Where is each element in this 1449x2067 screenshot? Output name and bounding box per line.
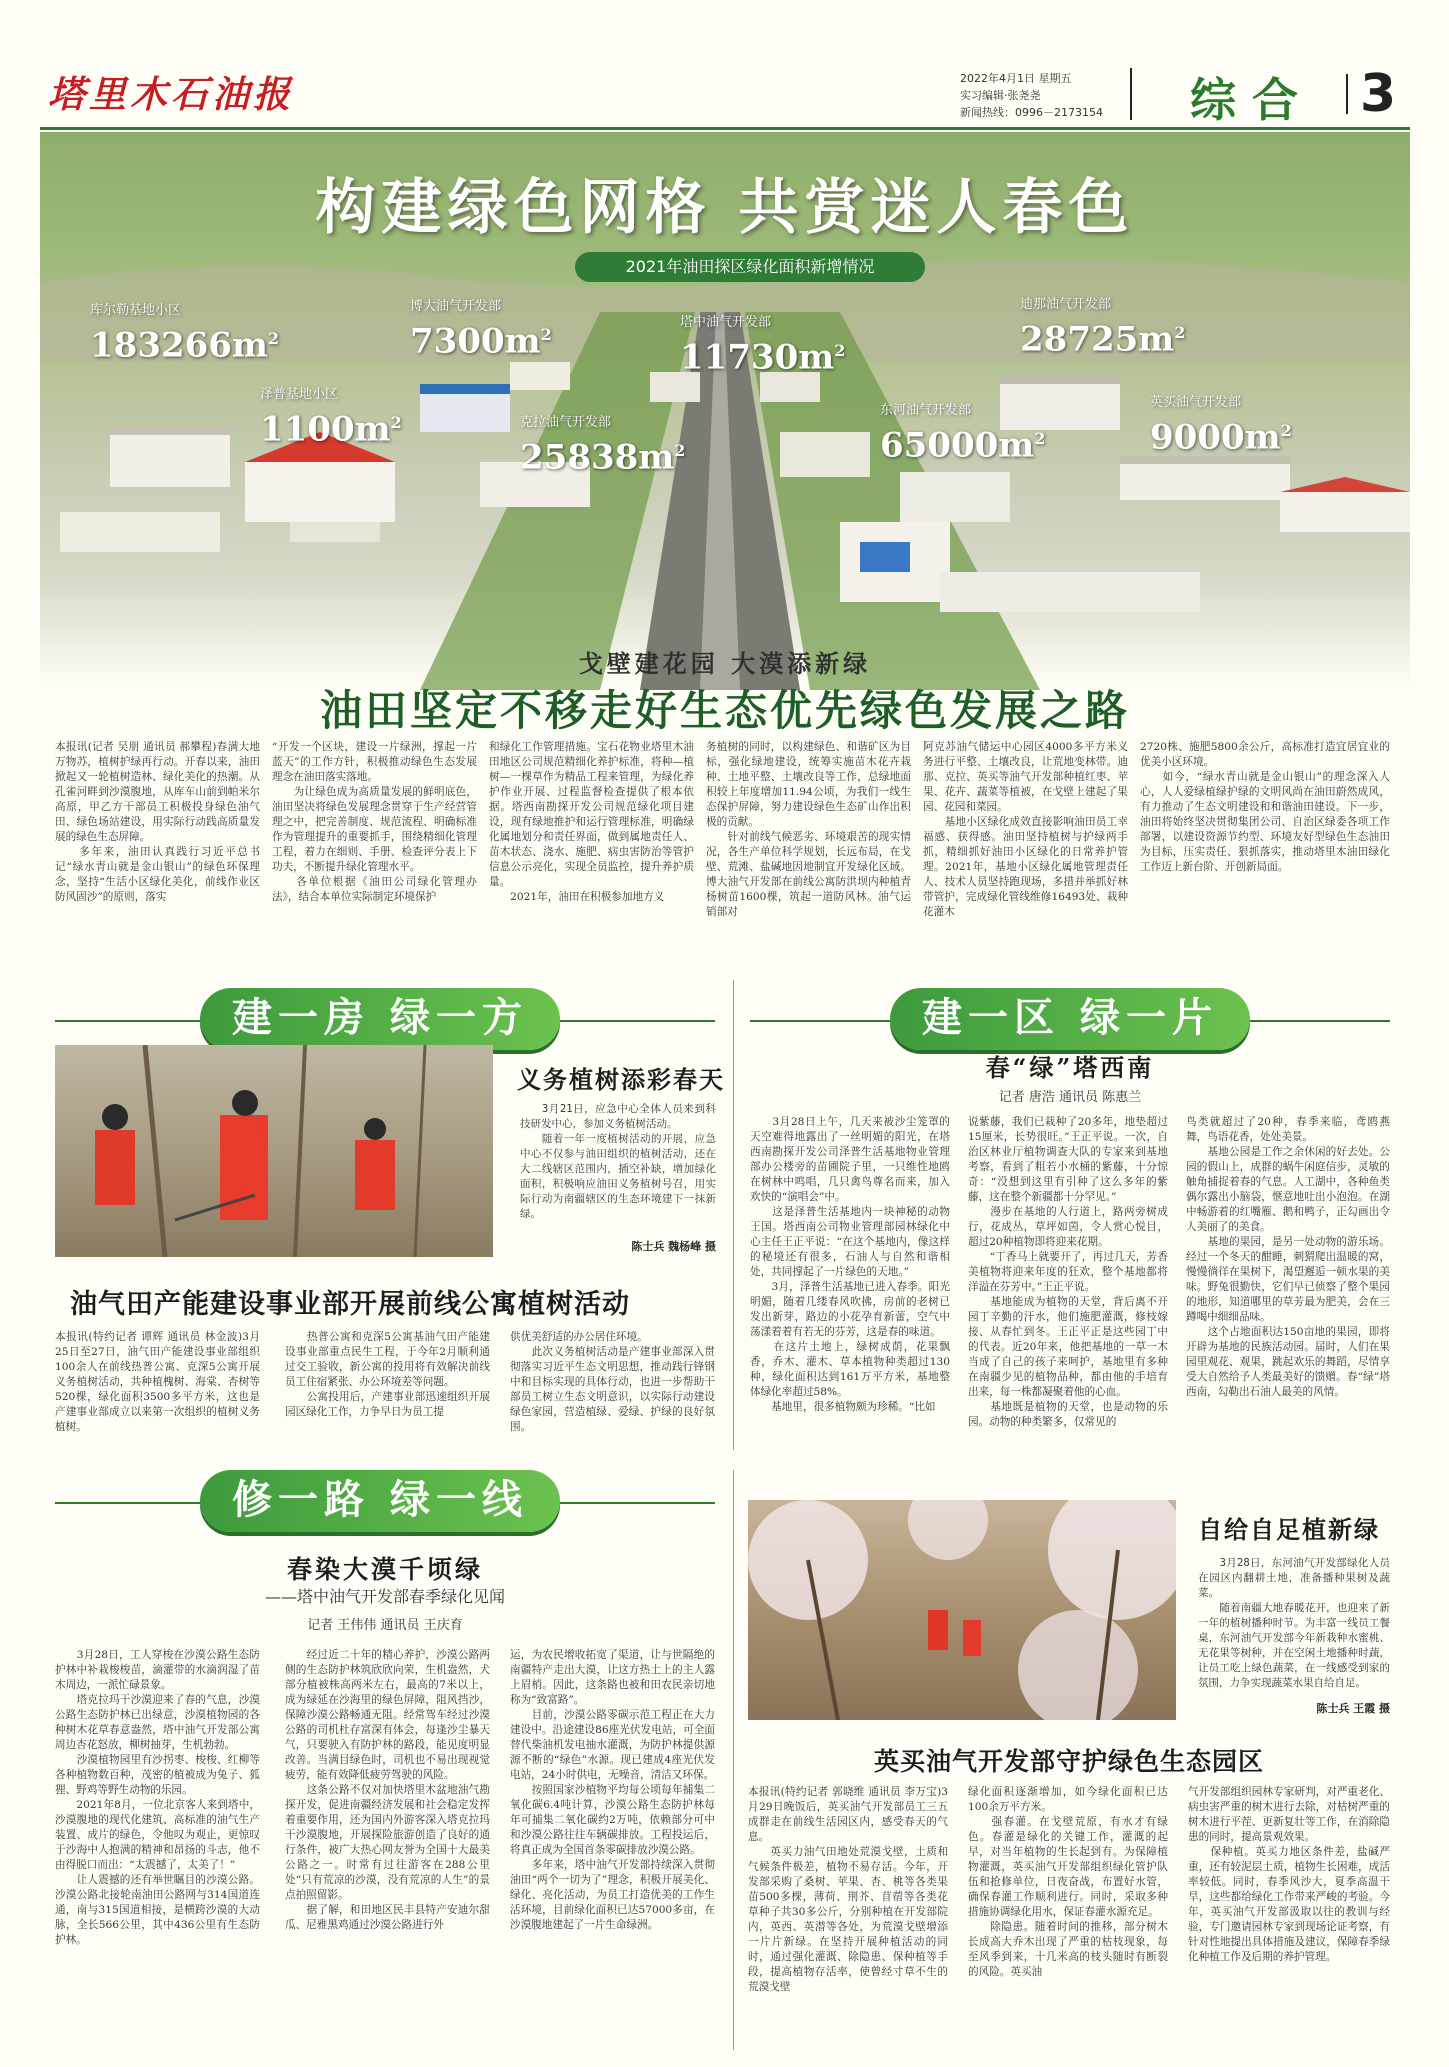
side-headline[interactable]: 自给自足植新绿 <box>1198 1515 1380 1544</box>
hero-title: 构建绿色网格 共赏迷人春色 <box>315 173 1135 243</box>
article-col-3: 运，为农民增收拓宽了渠道，让与世隔绝的南疆特产走出大漠，让这方热土上的主人露上眉梢。因此，这条路也被和田农民亲切地称为“致富路”。 目前，沙漠公路零碳示范工程正在大力建设中。沿途建设86座光伏发电站，可全面替代柴油机发电抽水灌溉，为防护林提供源源不断的“绿色”水源。现已建成4座光伏发电站，24小时供电，无噪音，清洁又环保。 按照国家沙植物平均每公顷每年捕集二氧化碳6.4吨计算，沙漠公路生态防护林每年可捕集二氧化碳约2万吨，依赖部分可中和沙漠公路往往车辆碳排放。工程投运后，将真正成为全国首条零碳排放沙漠公路。 多年来，塔中油气开发部持续深入贯彻油田“两个一切为了”理念，积极开展美化、绿化、亮化活动，为员工打造优美的工作生活环境，目前绿化面积已达57000多亩，在沙漠腹地建起了一片生命绿洲。 <box>510 1649 715 1931</box>
article-byline: 记者 唐浩 通讯员 陈惠兰 <box>998 1090 1142 1105</box>
issue-date: 2022年4月1日 星期五 <box>960 72 1072 85</box>
stat-value: $28725m^2$ <box>1020 319 1186 360</box>
article-col-1: 3月28日，工人穿梭在沙漠公路生态防护林中补栽梭梭苗，滴灌带的水滴润湿了苗木周边，一派忙碌景象。 塔克拉玛干沙漠迎来了春的气息，沙漠公路生态防护林已出绿意，沙漠植物园的各种树木花草春意盎然，塔中油气开发部公寓周边杏花怒放，柳树抽芽，生机勃勃。 沙漠植物园里有沙拐枣、梭梭、红柳等各种植物数百种，茂密的植被成为兔子、狐狸、野鸡等野生动物的乐园。 2021年8月，一位北京客人来到塔中，沙漠腹地的现代化建筑、高标准的油气生产装置、成片的绿色，令他叹为观止，更惊叹于沙海中人抱满的精神和昂扬的斗志，他不由得脱口而出：“太震撼了，太美了！” 让人震撼的还有举世瞩目的沙漠公路。沙漠公路北接轮南油田公路网与314国道连通，南与315国道相接，是横跨沙漠的大动脉，全长566公里，其中436公里有生态防护林。 <box>55 1649 260 1946</box>
article-subhead: ——塔中油气开发部春季绿化见闻 <box>264 1587 505 1606</box>
stat-korla <box>90 302 279 364</box>
tree-planting-illustration <box>55 1045 493 1257</box>
stat-yingmai <box>1150 394 1292 456</box>
stat-name: 英买油气开发部 <box>1150 395 1242 410</box>
article-col-2: 热普公寓和克深5公寓基油气田产能建设事业部重点民生工程，于今年2月顺利通过交工验收，新公寓的投用将有效解决前线员工住宿紧张、办公环境差等问题。 公寓投用后，产建事业部迅速组织开展园区绿化工作，力争早日为员工提 <box>285 1331 490 1418</box>
article-col-3: 鸟类就超过了20种，春季来临，鸢鸥燕舞，鸟语花香，处处美景。 基地公园是工作之余休闲的好去处。公园的假山上，成群的蜗牛闲庭信步，灵敏的触角捕捉着春的气息。人工湖中，各种鱼类偶尔露出小脑袋，惬意地吐出小泡泡。在湖中畅游着的红嘴雁、鹅和鸭子，正勾画出令人美丽了的美食。 基地的果园，是另一处动物的游乐场。经过一个冬天的酣睡，刺猬爬出温暖的窝，慢慢徜徉在果树下，渴望邂逅一顿水果的美味。野兔很勤快，它们早已侦察了整个果园的地形，知道哪里的草芳最为肥美，会在三蹲喝中细细品味。 这个占地面积达150亩地的果园，即将开辟为基地的民族活动园。届时，人们在果园里观花、观果，跳起欢乐的舞蹈，尽情享受大自然给予人类最美好的馈赠。春“绿”塔西南，勾勒出石油人最美的风情。 <box>1186 1116 1390 1398</box>
section-banner: 建一房 绿一方 <box>200 988 560 1050</box>
stat-name: 东河油气开发部 <box>880 403 972 418</box>
article-col-2: 经过近二十年的精心养护，沙漠公路两侧的生态防护林筑欣欣向荣，生机盎然，犬部分植被株高两米左右，最高的7米以上，成为绿延在沙海里的绿色屏障，阻风挡沙，保障沙漠公路畅通无阻。经常驾车经过沙漠公路的司机杜存富深有体会，每逢沙尘暴天气，只要驶入有防护林的路段，能见度明显改善。当满目绿色时，司机也不易出现视觉疲劳，能有效降低疲劳驾驶的风险。 这条公路不仅对加快塔里木盆地油气勘探开发，促进南疆经济发展和社会稳定发挥着重要作用，还为国内外游客深入塔克拉玛干沙漠腹地，开展探险旅游创造了良好的通行条件，被广大热心网友誉为全国十大最美公路之一。时常有过往游客在288公里处“只有荒凉的沙漠，没有荒凉的人生”的景点拍照留影。 据了解，和田地区民丰县特产安迪尔甜瓜、尼雅黑鸡通过沙漠公路进行外 <box>285 1649 490 1931</box>
masthead-divider-2 <box>1346 74 1348 114</box>
photo-credit: 陈士兵 王霞 摄 <box>1316 1702 1390 1715</box>
hero-subtitle: 2021年油田探区绿化面积新增情况 <box>575 252 925 282</box>
page-number: 3 <box>1360 64 1397 124</box>
stat-value: $1100m^2$ <box>260 409 402 450</box>
issue-meta <box>960 70 1130 121</box>
lead-col-4: 务植树的同时，以构建绿色、和谐矿区为目标，强化绿地建设，统筹实施苗木花卉栽种、土地平整、土壤改良等工作，总绿地面积较上年度增加11.94公顷，为我们一线生态保护屏障，努力建设绿色生态矿山作出积极的贡献。 针对前线气候恶劣、环境艰苦的现实情况，各生产单位科学规划，长远布局，在戈壁、荒滩、盐碱地因地制宜开发绿化区域。博大油气开发部在前线公寓防洪坝内种植青杨树苗1600棵，筑起一道防风林。油气运销部对 <box>706 741 911 918</box>
side-caption: 3月21日，应急中心全体人员来到科技研发中心，参加义务植树活动。 随着一年一度植树活动的开展，应急中心不仅参与油田组织的植树活动，还在大二线辖区范围内，插空补缺，增加绿化面积，积极响应油田义务植树号召，用实际行动为南疆辖区的生态环境建下一抹新绿。 <box>520 1103 716 1220</box>
stat-boda <box>410 298 552 360</box>
article-headline[interactable]: 油气田产能建设事业部开展前线公寓植树活动 <box>70 1289 630 1320</box>
article-col-1: 3月28日上午，几天来被沙尘笼罩的天空难得地露出了一丝明媚的阳光，在塔西南勘探开发公司泽普生活基地物业管理部办公楼旁的苗圃院子里，一只维性地鸥在树林中鸣唱，几只禽鸟尊名而来，加入欢快的“演唱会”中。 这是泽普生活基地内一块神秘的动物王国。塔西南公司物业管理部园林绿化中心主任王正平说：“在这个基地内，像这样的秘境还有很多，石油人与自然和谐相处，共同撑起了一片绿色的天地。” 3月，泽普生活基地已进入春季。阳光明媚，随着几缕春风吹拂，房前的老树已发出新芽，路边的小花孕育新蕾，空气中荡漾着着有若无的芬芳，这是春的味道。 在这片土地上，绿树成荫，花果飘香，乔木、灌木、草本植物种类超过130种，绿化面积达到161万平方米，基地整体绿化率超过58%。 基地里，很多植物颇为珍稀。“比如 <box>750 1116 950 1413</box>
section-banner: 建一区 绿一片 <box>890 988 1250 1050</box>
article-col-3: 供优美舒适的办公居住环境。 此次义务植树活动是产建事业部深入贯彻落实习近平生态文明思想，推动践行锋钢中和目标实现的具体行动，也进一步帮助干部员工树立生态文明意识，以实际行动建设绿色家园，营造植绿、爱绿、护绿的良好氛围。 <box>510 1331 715 1433</box>
column-divider <box>733 980 734 1450</box>
side-caption: 3月28日，东河油气开发部绿化人员在园区内翻耕土地，准备播种果树及蔬菜。 随着南疆大地春暖花开，也迎来了新一年的植树播种时节。为丰富一线员工餐桌，东河油气开发部今年新栽种水蜜桃、无花果等树种，并在空闲土地播种时蔬，让员工吃上绿色蔬菜，在一线感受到家的氛围，力争实现蔬菜水果自给自足。 <box>1198 1557 1390 1689</box>
stat-name: 泽普基地小区 <box>260 387 339 402</box>
issue-hotline: 新闻热线：0996－2173154 <box>960 106 1103 119</box>
lead-headline[interactable]: 油田坚定不移走好生态优先绿色发展之路 <box>319 686 1130 735</box>
stat-value: $11730m^2$ <box>680 337 846 378</box>
stat-name: 克拉油气开发部 <box>520 415 612 430</box>
section-name: 综合 <box>1190 73 1314 127</box>
lead-col-2: “开发一个区块，建设一片绿洲，撑起一片蓝天”的工作方针，积极推动绿色生态发展理念在油田落实落地。 为让绿色成为高质量发展的鲜明底色，油田坚决将绿色发展理念贯穿于生产经营管理之中，把完善制度、规范流程、明确标准作为管理提升的重要抓手，围绕精细化管理工程，着力在细则、手册、检查评分表上下功夫，不断提升绿化管理水平。 各单位根据《油田公司绿化管理办法》，结合本单位实际制定环境保护 <box>272 741 477 903</box>
article-col-2: 绿化面积逐渐增加，如今绿化面积已达100余万平方米。 强春灌。在戈壁荒原，有水才有绿色。春灌是绿化的关键工作，灌溉的起早，对当年植物的生长起到有。为保障植物灌溉，英买油气开发部组织绿化管护队伍和抢修单位，日夜奋战，布置好水管，确保春灌工作顺利进行。同时，采取多种措施协调绿化用水，保证春灌水源充足。 除隐患。随着时间的推移，部分树木长成高大乔木出现了严重的枯枝现象，每至风季到来，十几米高的枝头随时有断裂的风险。英买油 <box>968 1786 1168 1978</box>
lead-col-6: 2720株、施肥5800余公斤，高标准打造宜居宜业的优美小区环境。 如今，“绿水青山就是金山银山”的理念深入人心，人人爱绿植绿护绿的文明风尚在油田蔚然成风，有力推动了生态文明建设和和谐油田建设。下一步，油田将始终坚决贯彻集团公司、自治区绿委各项工作部署，以建设资源节约型、环境友好型绿色生态油田为目标，压实责任、狠抓落实，推动塔里木油田绿化工作迈上新台阶、开创新局面。 <box>1140 741 1390 873</box>
stat-name: 博大油气开发部 <box>410 299 502 314</box>
stat-tazhong <box>680 314 845 376</box>
lead-col-1: 本报讯(记者 吴朋 通讯员 郝攀程)春满大地万物苏，植树护绿再行动。开春以来，油田掀起又一轮植树造林、绿化美化的热潮。从孔雀河畔到沙漠腹地，从库车山前到帕米尔高原，甲乙方干部员工积极投身绿色油气田、绿色场站建设，用实际行动践高质量发展的绿色生态屏障。 多年来，油田认真践行习近平总书记“绿水青山就是金山银山”的绿色环保理念，坚持“生活小区绿化美化，前线作业区防风固沙”的原则，落实 <box>55 741 260 903</box>
orchard-photo <box>748 1500 1176 1720</box>
article-headline[interactable]: 春“绿”塔西南 <box>985 1053 1155 1082</box>
lead-kicker: 戈壁建花园 大漠添新绿 <box>578 649 872 678</box>
stat-donghe <box>880 402 1045 464</box>
orchard-illustration <box>748 1500 1176 1720</box>
stat-dina <box>1020 296 1185 358</box>
masthead-divider <box>1130 68 1132 120</box>
stat-value: $183266m^2$ <box>90 325 280 366</box>
article-col-2: 说紫藤，我们已栽种了20多年，地垫超过15厘米，长势很旺。”王正平说。一次，自治区林业厅植物调查大队的专家来到基地考察，看到了粗若小水桶的紫藤，十分惊奇：“没想到这里有引种了这么多年的紫藤，这在整个新疆都十分罕见。” 漫步在基地的人行道上，路两旁树成行，花成丛，草坪如茵，令人赏心悦目，超过20种植物即将迎来花期。 “丁香马上就要开了，再过几天，芳香美植物将迎来年度的狂欢，整个基地都将洋溢在芬芳中。”王正平说。 基地能成为植物的天堂，背后离不开园丁辛勤的汗水，他们施肥灌溉，修枝嫁接、从春忙到冬。王正平正是这些园丁中的代表。近20年来，他把基地的一草一木当成了自己的孩子来呵护，基地里有多种在南疆少见的植物品种，都由他的手培育出来，每一株都凝聚着他的心血。 基地既是植物的天堂，也是动物的乐园。动物的种类繁多，仅常见的 <box>968 1116 1168 1428</box>
top-rule <box>40 127 1410 130</box>
tree-planting-photo <box>55 1045 493 1257</box>
stat-kela <box>520 414 685 476</box>
stat-name: 塔中油气开发部 <box>680 315 772 330</box>
section-banner: 修一路 绿一线 <box>200 1470 560 1532</box>
stat-value: $65000m^2$ <box>880 425 1046 466</box>
masthead-logo[interactable]: 塔里木石油报 <box>48 72 294 116</box>
article-headline[interactable]: 英买油气开发部守护绿色生态园区 <box>873 1747 1264 1776</box>
stat-value: $9000m^2$ <box>1150 417 1292 458</box>
lead-col-3: 和绿化工作管理措施。宝石花物业塔里木油田地区公司规范精细化养护标准，将种—植树—一棵草作为精品工程来管理，为绿化养护作业开展、过程监督检查提供了根本依据。塔西南勘探开发公司规范绿化项目建设，现有绿地推护和运行管理标准，明确绿化属地划分和责任界面，做到属地责任人、苗木状态、浇水、施肥、病虫害防治等管护信息公示亮化，实现全员监控，提升养护质量。 2021年，油田在积极参加地方义 <box>489 741 694 903</box>
stat-value: $25838m^2$ <box>520 437 686 478</box>
photo-credit: 陈士兵 魏杨峰 摄 <box>631 1240 716 1253</box>
article-byline: 记者 王伟伟 通讯员 王庆育 <box>307 1618 463 1633</box>
article-col-3: 气开发部组织园林专家研判，对严重老化、病虫害严重的树木进行去除，对枯树严重的树木进行平茬、更新复壮等工作，在消除隐患的同时，提高景观效果。 保种植。英买力地区条件差，盐碱严重，还有较泥层土质，植物生长困难，成活率较低。同时，春季风沙大，夏季高温干旱，这些都给绿化工作带来严峻的考验。今年，英买油气开发部汲取以往的教训与经验，专门邀请园林专家到现场论证考察，有针对性地提出具体措施及建议，保障春季绿化种植工作及后期的养护管理。 <box>1188 1786 1390 1963</box>
column-divider <box>733 1470 734 2050</box>
stat-name: 迪那油气开发部 <box>1020 297 1112 312</box>
stat-zepu <box>260 386 402 448</box>
side-headline[interactable]: 义务植树添彩春天 <box>517 1065 725 1094</box>
article-col-1: 本报讯(特约记者 郭晓维 通讯员 李万宝)3月29日晚饭后，英买油气开发部员工三五成群走在前线生活园区内，感受春天的气息。 英买力油气田地处荒漠戈壁，土质和气候条件极差，植物不易存活。今年，开发部采购了桑树、苹果、杏、桃等各类果苗500多棵，薄荷、荆芥、苜蓿等各类花草种子共30多公斤，分别种植在开发部院内，英西、英潜等各处，为荒漠戈壁增添一片片新绿。在坚持开展种植活动的同时，通过强化灌溉、除隐患、保种植等手段，提高植物存活率，使曾经寸草不生的荒漠戈壁 <box>748 1786 948 1993</box>
stat-name: 库尔勒基地小区 <box>90 303 182 318</box>
article-headline[interactable]: 春染大漠千顷绿 <box>286 1555 483 1584</box>
issue-editor: 实习编辑·张尧尧 <box>960 89 1041 102</box>
lead-col-5: 阿克苏油气储运中心园区4000多平方米义务进行平整、土壤改良，让荒地变林带。迪那、克拉、英买等油气开发部种植红枣、苹果、花卉、蔬菜等植被，在戈壁上建起了果园、花园和菜园。 基地小区绿化成效直接影响油田员工幸福感、获得感。油田坚持植树与护绿两手抓，精细抓好油田小区绿化的日常养护管理。2021年，基地小区绿化属地管理责任人、技术人员坚持跑现场，多措并举抓好林带管护，完成绿化管线维修16493处、栽种花灌木 <box>923 741 1128 918</box>
stat-value: $7300m^2$ <box>410 321 552 362</box>
hero-aerial-photo <box>40 132 1410 690</box>
article-col-1: 本报讯(特约记者 谭辉 通讯员 林金波)3月25日至27日，油气田产能建设事业部组织100余人在前线热普公寓、克深5公寓开展义务植树活动，共种植槐树、海棠、杏树等520棵，绿化面积3500多平方米，这也是产建事业部成立以来第一次组织的植树义务植树。 <box>55 1331 260 1433</box>
